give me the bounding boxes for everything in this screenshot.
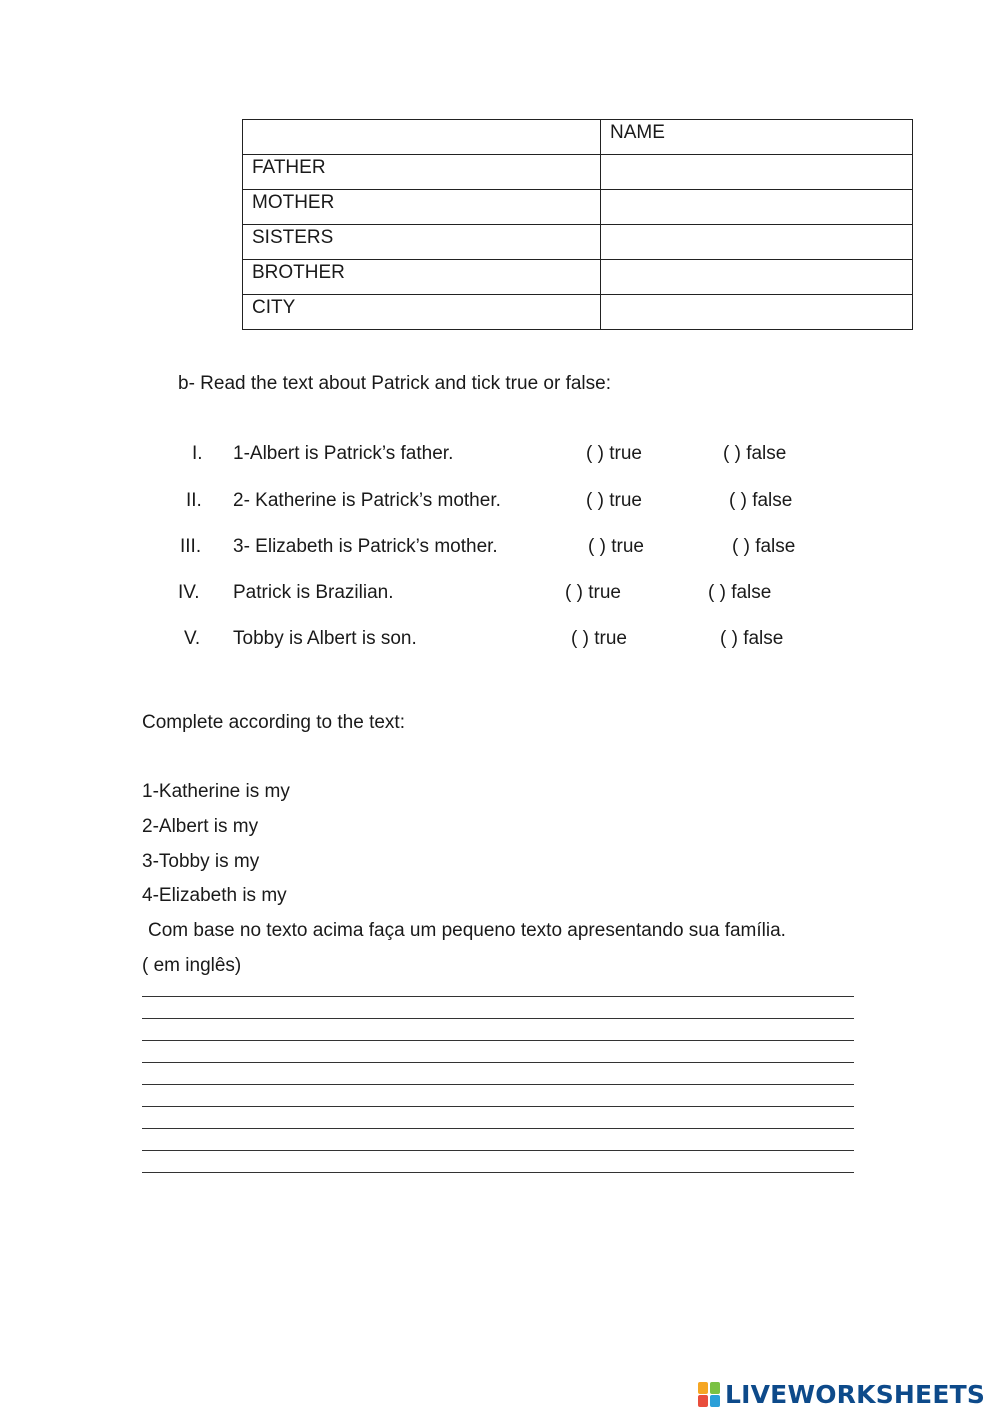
- table-row-name-field[interactable]: [601, 155, 913, 190]
- item-number: V.: [184, 628, 201, 649]
- table-row-label: CITY: [243, 295, 601, 330]
- item-number: II.: [186, 490, 202, 511]
- true-checkbox[interactable]: ( ) true: [588, 536, 644, 557]
- section-b-title: b- Read the text about Patrick and tick true or false:: [178, 373, 612, 394]
- table-row-name-field[interactable]: [601, 260, 913, 295]
- complete-title: Complete according to the text:: [142, 712, 405, 733]
- logo-mark-icon: [698, 1380, 722, 1408]
- item-statement: Patrick is Brazilian.: [233, 582, 394, 603]
- family-text-prompt: Com base no texto acima faça um pequeno texto apresentando sua família.: [148, 920, 786, 941]
- item-statement: 2- Katherine is Patrick’s mother.: [233, 490, 501, 511]
- item-statement: 3- Elizabeth is Patrick’s mother.: [233, 536, 498, 557]
- false-checkbox[interactable]: ( ) false: [708, 582, 772, 603]
- table-row-label: MOTHER: [243, 190, 601, 225]
- false-checkbox[interactable]: ( ) false: [732, 536, 796, 557]
- true-checkbox[interactable]: ( ) true: [565, 582, 621, 603]
- table-header-cell: [243, 120, 601, 155]
- table-row-label: BROTHER: [243, 260, 601, 295]
- item-statement: Tobby is Albert is son.: [233, 628, 417, 649]
- writing-line[interactable]: [142, 1040, 854, 1041]
- true-checkbox[interactable]: ( ) true: [586, 490, 642, 511]
- table-row-name-field[interactable]: [601, 190, 913, 225]
- writing-line[interactable]: [142, 1084, 854, 1085]
- item-number: IV.: [178, 582, 200, 603]
- false-checkbox[interactable]: ( ) false: [729, 490, 793, 511]
- writing-line[interactable]: [142, 1106, 854, 1107]
- table-row: [243, 225, 913, 260]
- table-row-label: SISTERS: [243, 225, 601, 260]
- false-checkbox[interactable]: ( ) false: [723, 443, 787, 464]
- table-row: [243, 295, 913, 330]
- family-table: [242, 119, 913, 330]
- family-text-note: ( em inglês): [142, 955, 242, 976]
- writing-line[interactable]: [142, 1128, 854, 1129]
- table-row-name-field[interactable]: [601, 225, 913, 260]
- true-checkbox[interactable]: ( ) true: [586, 443, 642, 464]
- table-header-name: NAME: [601, 120, 913, 155]
- liveworksheets-logo: [698, 1378, 985, 1410]
- writing-line[interactable]: [142, 1172, 854, 1173]
- item-number: III.: [180, 536, 202, 557]
- table-row-name-field[interactable]: [601, 295, 913, 330]
- writing-line[interactable]: [142, 1062, 854, 1063]
- true-checkbox[interactable]: ( ) true: [571, 628, 627, 649]
- logo-text: LIVEWORKSHEETS: [725, 1379, 986, 1409]
- writing-line[interactable]: [142, 996, 854, 997]
- item-statement: 1-Albert is Patrick’s father.: [233, 443, 454, 464]
- complete-item: 3-Tobby is my: [142, 851, 260, 872]
- table-row: [243, 190, 913, 225]
- writing-line[interactable]: [142, 1150, 854, 1151]
- false-checkbox[interactable]: ( ) false: [720, 628, 784, 649]
- table-row: [243, 260, 913, 295]
- complete-item: 4-Elizabeth is my: [142, 885, 287, 906]
- table-row: [243, 155, 913, 190]
- writing-line[interactable]: [142, 1018, 854, 1019]
- table-header-row: [243, 120, 913, 155]
- complete-item: 2-Albert is my: [142, 816, 259, 837]
- table-row-label: FATHER: [243, 155, 601, 190]
- complete-item: 1-Katherine is my: [142, 781, 290, 802]
- item-number: I.: [192, 443, 203, 464]
